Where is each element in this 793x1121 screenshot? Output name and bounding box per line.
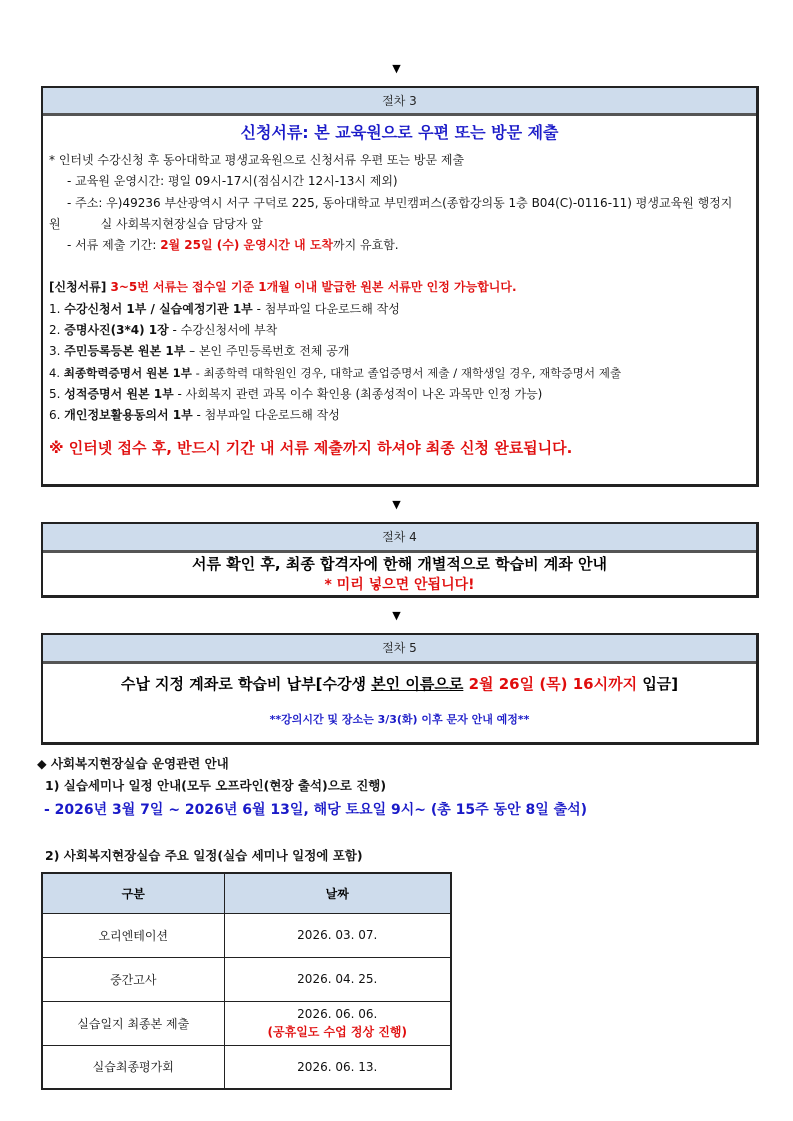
- document-item: 1. 수강신청서 1부 / 실습예정기관 1부 - 첨부파일 다운로드해 작성: [49, 301, 400, 316]
- step-4-warning: * 미리 넣으면 안됩니다!: [324, 577, 475, 593]
- row-label: 오리엔테이션: [42, 913, 224, 957]
- deadline-prefix: - 서류 제출 기간:: [67, 238, 161, 253]
- table-header-row: [42, 873, 451, 913]
- row-date: 2026. 03. 07.: [224, 913, 451, 957]
- document-item: 6. 개인정보활용동의서 1부 - 첨부파일 다운로드해 작성: [49, 408, 340, 423]
- row-label: 중간고사: [42, 957, 224, 1001]
- step-3-title: 신청서류: 본 교육원으로 우편 또는 방문 제출: [240, 123, 559, 142]
- down-arrow-icon: ▼: [392, 609, 401, 622]
- row-date-cell: [224, 1001, 451, 1045]
- schedule-table: [41, 872, 452, 1090]
- documents-label: [신청서류]: [49, 280, 111, 295]
- step-3-box: [41, 86, 759, 487]
- step-3-header: 절차 3: [43, 88, 756, 116]
- payment-deadline: 2월 26일 (목) 16시까지: [468, 675, 638, 693]
- column-header-category: 구분: [42, 873, 224, 913]
- down-arrow-icon: ▼: [392, 62, 401, 75]
- step-5-header: 절차 5: [43, 635, 756, 664]
- intro-text: * 인터넷 수강신청 후 동아대학교 평생교육원으로 신청서류 우편 또는 방문 제출: [49, 153, 465, 167]
- deadline-highlight: 2월 25일 (수) 운영시간 내 도착: [160, 238, 334, 253]
- completion-warning: ※ 인터넷 접수 후, 반드시 기간 내 서류 제출까지 하셔야 최종 신청 완료됩니다.: [49, 438, 573, 457]
- address-line-1: - 주소: 우)49236 부산광역시 서구 구덕로 225, 동아대학교 부민캠퍼스(종합강의동 1층 B04(C)-0116-11) 평생교육원 행정지: [67, 195, 733, 210]
- table-row: [42, 913, 451, 957]
- documents-heading: [49, 277, 750, 298]
- key-schedule-heading: 2) 사회복지현장실습 주요 일정(실습 세미나 일정에 포함): [45, 848, 363, 863]
- own-name-underlined: 본인 이름으로: [371, 675, 464, 693]
- row-date: 2026. 06. 06.: [297, 1007, 378, 1021]
- document-item: 4. 최종학력증명서 원본 1부 - 최종학력 대학원인 경우, 대학교 졸업증명서 제출 / 재학생일 경우, 재학증명서 제출: [49, 365, 622, 380]
- document-item: 5. 성적증명서 원본 1부 - 사회복지 관련 과목 이수 확인용 (최종성적이 나온 과목만 인정 가능): [49, 386, 543, 401]
- table-row: [42, 957, 451, 1001]
- documents-note: 3~5번 서류는 접수일 기준 1개월 이내 발급한 원본 서류만 인정 가능합니다.: [110, 280, 517, 295]
- payment-text-a: 수납 지정 계좌로 학습비 납부[수강생: [120, 675, 372, 693]
- row-label: 실습일지 최종본 제출: [42, 1001, 224, 1045]
- seminar-schedule-detail: - 2026년 3월 7일 ~ 2026년 6월 13일, 해당 토요일 9시~ (총 15주 동안 8일 출석): [44, 802, 588, 818]
- document-item: 2. 증명사진(3*4) 1장 - 수강신청서에 부착: [49, 323, 278, 338]
- seminar-schedule-heading: 1) 실습세미나 일정 안내(모두 오프라인(현장 출석)으로 진행): [45, 778, 387, 793]
- deadline-suffix: 까지 유효함.: [333, 238, 399, 253]
- payment-text-b: 입금]: [637, 675, 679, 693]
- row-date: 2026. 04. 25.: [224, 957, 451, 1001]
- office-hours: - 교육원 운영시간: 평일 09시-17시(점심시간 12시-13시 제외): [67, 174, 398, 189]
- step-4-main-text: 서류 확인 후, 최종 합격자에 한해 개별적으로 학습비 계좌 안내: [192, 555, 607, 573]
- row-label: 실습최종평가회: [42, 1045, 224, 1089]
- address-line-2: [49, 214, 750, 235]
- row-date: 2026. 06. 13.: [224, 1045, 451, 1089]
- lecture-notice: **강의시간 및 장소는 3/3(화) 이후 문자 안내 예정**: [269, 713, 530, 726]
- table-row: [42, 1045, 451, 1089]
- step-4-header: 절차 4: [43, 524, 756, 553]
- address-line-2-b: 실 사회복지현장실습 담당자 앞: [100, 216, 263, 231]
- submission-deadline: [49, 235, 750, 256]
- holiday-note: (공휴일도 수업 정상 진행): [267, 1025, 407, 1039]
- step-5-main-text: [43, 673, 756, 695]
- column-header-date: 날짜: [224, 873, 451, 913]
- document-item: 3. 주민등록등본 원본 1부 – 본인 주민등록번호 전체 공개: [49, 344, 350, 359]
- step-3-body: [43, 150, 756, 459]
- down-arrow-icon: ▼: [392, 498, 401, 511]
- address-line-2-a: 원: [49, 216, 61, 231]
- section-title: ◆ 사회복지현장실습 운영관련 안내: [37, 756, 229, 771]
- step-4-box: [41, 522, 759, 598]
- table-row: [42, 1001, 451, 1045]
- step-5-box: [41, 633, 759, 745]
